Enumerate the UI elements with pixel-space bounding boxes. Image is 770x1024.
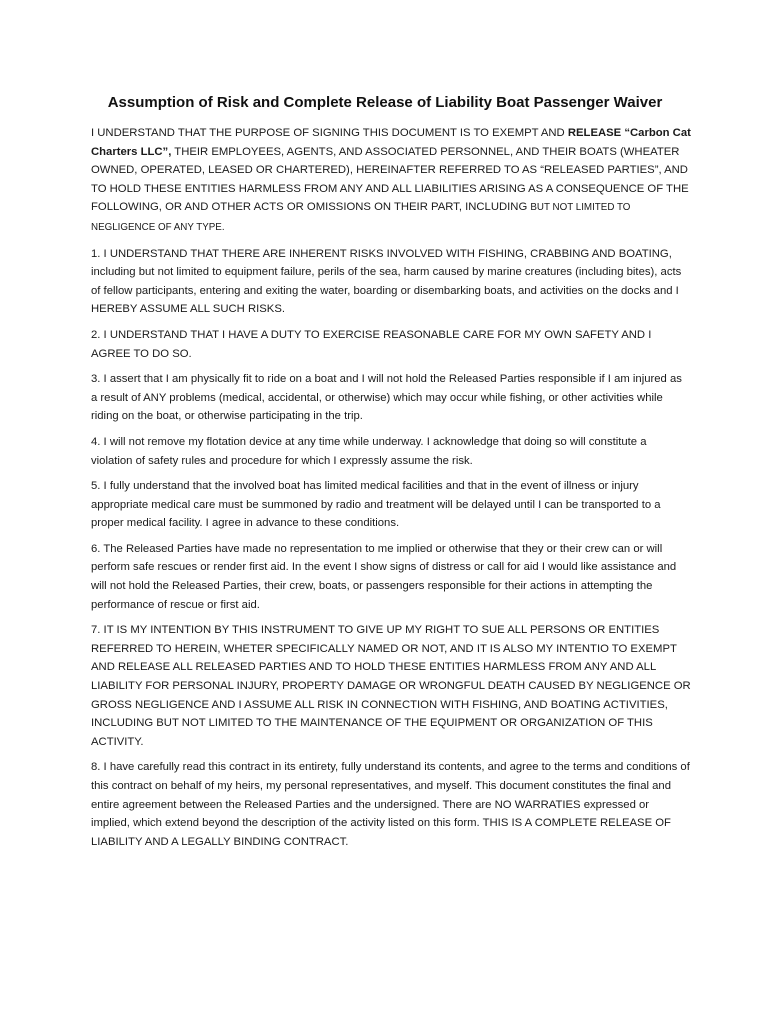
clause-6: 6. The Released Parties have made no representation to me implied or otherwise that they or their crew can or will perform safe rescues or render first aid. In the event I show signs of distress or call for aid I would like assistance and will not hold the Released Parties, their crew, boats, or passengers responsible for their actions in attempting the performance of rescue or first aid.	[91, 542, 677, 611]
clause-7: 7. IT IS MY INTENTION BY THIS INSTRUMENT TO GIVE UP MY RIGHT TO SUE ALL PERSONS OR ENTITIES REFERRED TO HEREIN, WHETER SPECIFICALLY NAMED OR NOT, AND IT IS ALSO MY INTENTIO TO EXEMPT AND RELEASE ALL RELEASED PARTIES AND TO HOLD THESE ENTITIES HARMLESS FROM ANY AND ALL LIABILITY FOR PERSONAL INJURY, PROPERTY DAMAGE OR WRONGFUL DEATH CAUSED BY NEGLIGENCE OR GROSS NEGLIGENCE AND I ASSUME ALL RISK IN CONNECTION WITH FISHING, AND BOATING ACTIVITIES, INCLUDING BUT NOT LIMITED TO THE MAINTENANCE OF THE EQUIPMENT OR ORGANIZATION OF THIS ACTIVITY.	[91, 624, 691, 748]
intro-paragraph	[91, 124, 691, 238]
clause-2: 2. I UNDERSTAND THAT I HAVE A DUTY TO EXERCISE REASONABLE CARE FOR MY OWN SAFETY AND I AGREE TO DO SO.	[91, 328, 652, 360]
intro-text-part2: THEIR EMPLOYEES, AGENTS, AND ASSOCIATED PERSONNEL, AND THEIR BOATS (WHEATER OWNED, OPERATED, LEASED OR CHARTERED), HEREINAFTER REFERRED TO AS “RELEASED PARTIES”, AND TO HOLD THESE ENTITIES HARMLESS FROM ANY AND ALL LIABILITIES ARISING AS A CONSEQUENCE OF THE FOLLOWING, OR AND OTHER ACTS OR OMISSIONS ON THEIR PART, INCLUDING	[91, 145, 689, 214]
clause-3: 3. I assert that I am physically fit to ride on a boat and I will not hold the Released Parties responsible if I am injured as a result of ANY problems (medical, accidental, or otherwise) which may occur while fishing, or other activities while riding on the boat, or otherwise participating in the trip.	[91, 373, 682, 423]
clause-8: 8. I have carefully read this contract in its entirety, fully understand its contents, and agree to the terms and conditions of this contract on behalf of my heirs, my personal representatives, and myself. This document constitutes the final and entire agreement between the Released Parties and the undersigned. There are NO WARRATIES expressed or implied, which extend beyond the description of the activity listed on this form. THIS IS A COMPLETE RELEASE OF LIABILITY AND A LEGALLY BINDING CONTRACT.	[91, 761, 690, 848]
released-party-name: RELEASE “Carbon Cat Charters LLC”,	[91, 127, 691, 158]
document-title: Assumption of Risk and Complete Release of Liability Boat Passenger Waiver	[107, 94, 663, 111]
intro-text-small: BUT NOT LIMITED TO NEGLIGENCE OF ANY TYPE.	[91, 202, 631, 233]
clause-4: 4. I will not remove my flotation device at any time while underway. I acknowledge that doing so will constitute a violation of safety rules and procedure for which I expressly assume the risk.	[91, 435, 647, 467]
intro-text-part1: I UNDERSTAND THAT THE PURPOSE OF SIGNING THIS DOCUMENT IS TO EXEMPT AND	[91, 127, 568, 139]
clause-5: 5. I fully understand that the involved boat has limited medical facilities and that in the event of illness or injury appropriate medical care must be summoned by radio and treatment will be delayed until I can be transported to a proper medical facility. I agree in advance to these conditions.	[91, 480, 661, 530]
document-body	[91, 124, 691, 858]
clause-1: 1. I UNDERSTAND THAT THERE ARE INHERENT RISKS INVOLVED WITH FISHING, CRABBING AND BOATING, including but not limited to equipment failure, perils of the sea, harm caused by marine creatures (including bites), acts of fellow participants, entering and exiting the water, boarding or disembarking boats, and activities on the docks and I HEREBY ASSUME ALL SUCH RISKS.	[91, 247, 682, 316]
